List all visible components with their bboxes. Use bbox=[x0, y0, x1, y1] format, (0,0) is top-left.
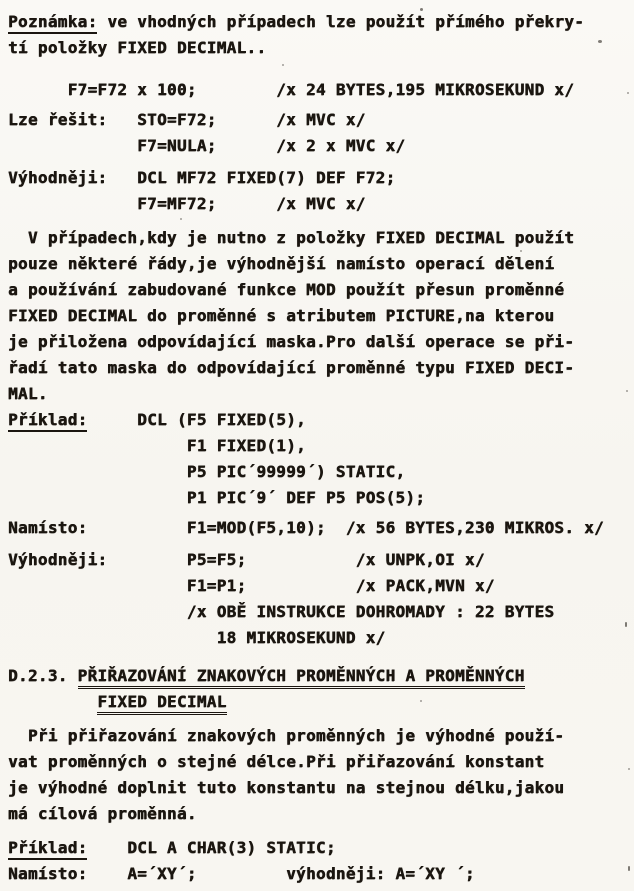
line-text: MAL. bbox=[8, 384, 48, 403]
line-text: a používání zabudované funkce MOD použít přesun proměnné bbox=[8, 280, 565, 299]
paragraph-line bbox=[8, 381, 634, 407]
paragraph-line bbox=[8, 277, 634, 303]
code-line bbox=[8, 191, 634, 217]
code-line bbox=[8, 165, 634, 191]
line-text: je výhodné doplnit tuto konstantu na stejnou délku,jakou bbox=[8, 778, 565, 797]
scan-speckle bbox=[282, 64, 284, 66]
line-text: FIXED DECIMAL do proměnné s atributem PICTURE,na kterou bbox=[8, 306, 555, 325]
example-label: Příklad: bbox=[8, 838, 87, 860]
paragraph-line bbox=[8, 775, 634, 801]
paragraph-line bbox=[8, 723, 634, 749]
line-text: F1 FIXED(1), bbox=[8, 436, 306, 455]
paragraph-line bbox=[8, 303, 634, 329]
section-heading bbox=[8, 663, 634, 689]
line-text: Při přiřazování znakových proměnných je výhodné použí- bbox=[8, 726, 565, 745]
line-text: ve vhodných případech lze použít přímého překry- bbox=[97, 12, 585, 31]
line-text: P1 PIC´9´ DEF P5 POS(5); bbox=[8, 488, 426, 507]
code-line bbox=[8, 599, 634, 625]
line-text: Namísto: F1=MOD(F5,10); /x 56 BYTES,230 MIKROS. x/ bbox=[8, 518, 604, 537]
section-title-line2: FIXED DECIMAL bbox=[97, 692, 226, 715]
code-line bbox=[8, 515, 634, 541]
text-line-note bbox=[8, 9, 634, 35]
code-line bbox=[8, 625, 634, 651]
paragraph-line bbox=[8, 251, 634, 277]
code-line bbox=[8, 573, 634, 599]
line-text: řadí tato maska do odpovídající proměnné typu FIXED DECI- bbox=[8, 358, 575, 377]
paragraph-line bbox=[8, 355, 634, 381]
example-line bbox=[8, 835, 634, 861]
line-text: Lze řešit: STO=F72; /x MVC x/ bbox=[8, 110, 366, 129]
paragraph-line bbox=[8, 749, 634, 775]
line-text: V případech,kdy je nutno z položky FIXED DECIMAL použít bbox=[8, 228, 575, 247]
code-line bbox=[8, 485, 634, 511]
code-line bbox=[8, 547, 634, 573]
paragraph-line bbox=[8, 329, 634, 355]
code-line bbox=[8, 107, 634, 133]
note-label: Poznámka: bbox=[8, 12, 97, 34]
line-text: F1=P1; /x PACK,MVN x/ bbox=[8, 576, 495, 595]
line-text: Výhodněji: P5=F5; /x UNPK,OI x/ bbox=[8, 550, 485, 569]
paragraph-line bbox=[8, 225, 634, 251]
line-text: F7=F72 x 100; /x 24 BYTES,195 MIKROSEKUND x/ bbox=[8, 80, 575, 99]
line-text: F7=MF72; /x MVC x/ bbox=[8, 194, 366, 213]
line-text: DCL A CHAR(3) STATIC; bbox=[87, 838, 336, 857]
scan-speckle bbox=[180, 218, 182, 220]
line-text: je přiložena odpovídající maska.Pro další operace se při- bbox=[8, 332, 575, 351]
example-line bbox=[8, 407, 634, 433]
code-line bbox=[8, 433, 634, 459]
line-text: F7=NULA; /x 2 x MVC x/ bbox=[8, 136, 406, 155]
section-heading-continued bbox=[8, 689, 634, 715]
line-text: Výhodněji: DCL MF72 FIXED(7) DEF F72; bbox=[8, 168, 396, 187]
indent bbox=[8, 692, 97, 711]
line-text: P5 PIC´99999´) STATIC, bbox=[8, 462, 406, 481]
example-label: Příklad: bbox=[8, 410, 87, 432]
section-title: PŘIŘAZOVÁNÍ ZNAKOVÝCH PROMĚNNÝCH A PROMĚNNÝCH bbox=[78, 666, 525, 689]
line-text: vat proměnných o stejné délce.Při přiřazování konstant bbox=[8, 752, 545, 771]
line-text: /x OBĚ INSTRUKCE DOHROMADY : 22 BYTES bbox=[8, 602, 555, 621]
line-text: má cílová proměnná. bbox=[8, 804, 197, 823]
line-text: 18 MIKROSEKUND x/ bbox=[8, 628, 386, 647]
line-text: tí položky FIXED DECIMAL.. bbox=[8, 38, 267, 57]
line-text: pouze některé řády,je výhodnější namísto operací dělení bbox=[8, 254, 555, 273]
code-line bbox=[8, 77, 634, 103]
text-line bbox=[8, 35, 634, 61]
code-line bbox=[8, 861, 634, 887]
code-line bbox=[8, 133, 634, 159]
line-text: Namísto: A=´XY´; výhodněji: A=´XY ´; bbox=[8, 864, 475, 883]
code-line bbox=[8, 459, 634, 485]
section-number: D.2.3. bbox=[8, 666, 78, 685]
paragraph-line bbox=[8, 801, 634, 827]
line-text: DCL (F5 FIXED(5), bbox=[87, 410, 306, 429]
